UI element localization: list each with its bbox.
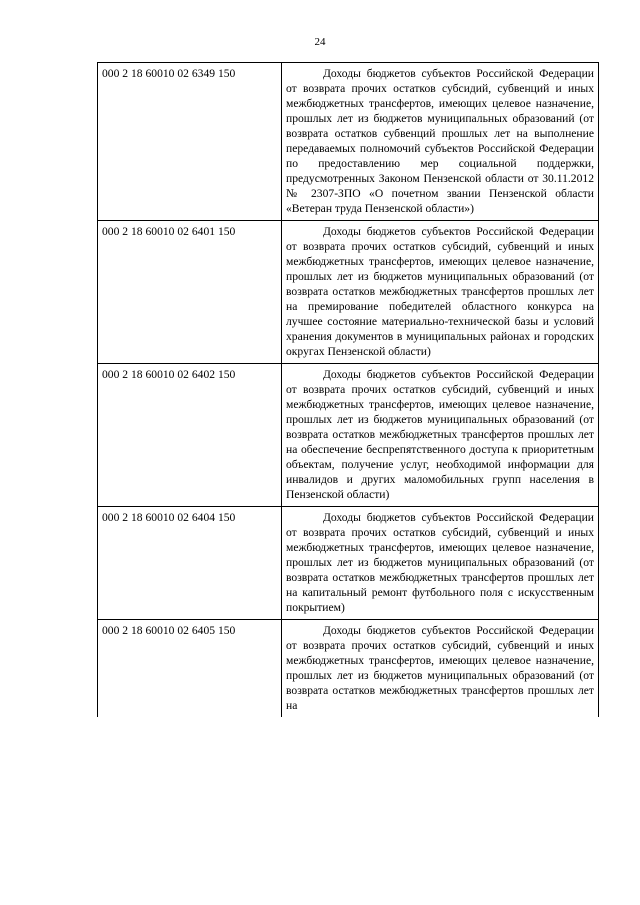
table-row — [98, 221, 599, 364]
budget-codes-table — [97, 62, 599, 717]
budget-code: 000 2 18 60010 02 6405 150 — [98, 620, 282, 718]
page-number: 24 — [314, 36, 326, 48]
table-row — [98, 63, 599, 221]
table-row — [98, 620, 599, 718]
income-description: Доходы бюджетов субъектов Российской Федерации от возврата прочих остатков субсидий, субвенций и иных межбюджетных трансфертов, имеющих целевое назначение, прошлых лет из бюджетов муниципальных образований (от возврата остатков межбюджетных трансфертов прошлых лет на премирование победителей областного конкурса на лучшее состояние материально-технической базы и условий хранения документов в муниципальных районах и городских округах Пензенской области) — [282, 221, 599, 364]
income-description: Доходы бюджетов субъектов Российской Федерации от возврата прочих остатков субсидий, субвенций и иных межбюджетных трансфертов, имеющих целевое назначение, прошлых лет из бюджетов муниципальных образований (от возврата остатков субвенций прошлых лет на выполнение передаваемых полномочий субъектов Российской Федерации по предоставлению мер социальной поддержки, предусмотренных Законом Пензенской области от 30.11.2012 № 2307-ЗПО «О почетном звании Пензенской области «Ветеран труда Пензенской области») — [282, 63, 599, 221]
income-description: Доходы бюджетов субъектов Российской Федерации от возврата прочих остатков субсидий, субвенций и иных межбюджетных трансфертов, имеющих целевое назначение, прошлых лет из бюджетов муниципальных образований (от возврата остатков межбюджетных трансфертов прошлых лет на капитальный ремонт футбольного поля с искусственным покрытием) — [282, 507, 599, 620]
budget-code: 000 2 18 60010 02 6404 150 — [98, 507, 282, 620]
income-description: Доходы бюджетов субъектов Российской Федерации от возврата прочих остатков субсидий, субвенций и иных межбюджетных трансфертов, имеющих целевое назначение, прошлых лет из бюджетов муниципальных образований (от возврата остатков межбюджетных трансфертов прошлых лет на — [282, 620, 599, 718]
table-row — [98, 507, 599, 620]
budget-code: 000 2 18 60010 02 6349 150 — [98, 63, 282, 221]
table-row — [98, 364, 599, 507]
income-description: Доходы бюджетов субъектов Российской Федерации от возврата прочих остатков субсидий, субвенций и иных межбюджетных трансфертов, имеющих целевое назначение, прошлых лет из бюджетов муниципальных образований (от возврата остатков межбюджетных трансфертов прошлых лет на обеспечение беспрепятственного доступа к приоритетным объектам, получение услуг, необходимой информации для инвалидов и других маломобильных групп населения в Пензенской области) — [282, 364, 599, 507]
budget-code: 000 2 18 60010 02 6401 150 — [98, 221, 282, 364]
budget-code: 000 2 18 60010 02 6402 150 — [98, 364, 282, 507]
